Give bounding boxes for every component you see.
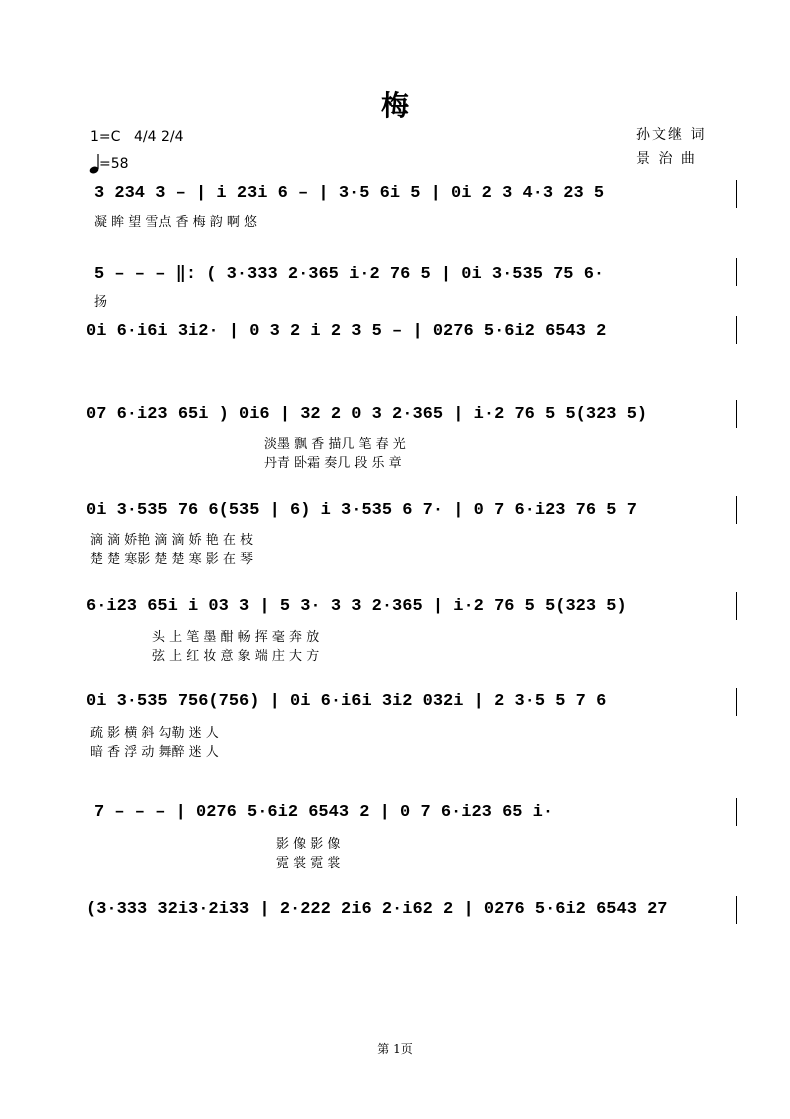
lyrics-line-6b: 弦 上 红 妆 意 象 端 庄 大 方 bbox=[152, 649, 320, 664]
tempo-marking: =58 bbox=[99, 156, 129, 172]
lyrics-line-2: 扬 bbox=[94, 295, 108, 310]
notation-line-8: 7 – – – | 0276 5·6i2 6543 2 | 0 7 6·i23 65 i· bbox=[94, 803, 554, 822]
lyrics-line-5a: 滴 滴 娇艳 滴 滴 娇 艳 在 枝 bbox=[90, 533, 254, 548]
lyrics-line-1: 凝 眸 望 雪点 香 梅 韵 啊 悠 bbox=[94, 215, 258, 230]
lyricist-credit: 孙文继 词 bbox=[636, 127, 707, 143]
time-signatures: 4/4 2/4 bbox=[134, 129, 184, 145]
barline bbox=[736, 688, 737, 716]
notation-line-7: 0i 3·535 756(756) | 0i 6·i6i 3i2 032i | 2 3·5 5 7 6 bbox=[86, 692, 607, 711]
notation-line-2: 5 – – – ‖: ( 3·333 2·365 i·2 76 5 | 0i 3·535 75 6· bbox=[94, 265, 605, 284]
lyrics-line-4b: 丹青 卧霜 奏几 段 乐 章 bbox=[264, 456, 402, 471]
barline bbox=[736, 592, 737, 620]
barline bbox=[736, 316, 737, 344]
notation-line-1: 3 234 3 – | i 23i 6 – | 3·5 6i 5 | 0i 2 3 4·3 23 5 bbox=[94, 184, 605, 203]
notation-line-5: 0i 3·535 76 6(535 | 6) i 3·535 6 7· | 0 7 6·i23 76 5 7 bbox=[86, 501, 637, 520]
lyrics-line-5b: 楚 楚 寒影 楚 楚 寒 影 在 琴 bbox=[90, 552, 254, 567]
key-signature: 1=C bbox=[90, 129, 121, 145]
notation-line-9: (3·333 32i3·2i33 | 2·222 2i6 2·i62 2 | 0276 5·6i2 6543 27 bbox=[86, 900, 668, 919]
composer-credit: 景 治 曲 bbox=[636, 151, 697, 167]
notation-line-4: 07 6·i23 65i ) 0i6 | 32 2 0 3 2·365 | i·2 76 5 5(323 5) bbox=[86, 405, 648, 424]
lyrics-line-8a: 影 像 影 像 bbox=[276, 837, 341, 852]
barline bbox=[736, 180, 737, 208]
notation-line-6: 6·i23 65i i 03 3 | 5 3· 3 3 2·365 | i·2 76 5 5(323 5) bbox=[86, 597, 627, 616]
barline bbox=[736, 496, 737, 524]
lyrics-line-4a: 淡墨 飘 香 描几 笔 春 光 bbox=[264, 437, 406, 452]
barline bbox=[736, 896, 737, 924]
notation-line-3: 0i 6·i6i 3i2· | 0 3 2 i 2 3 5 – | 0276 5·6i2 6543 2 bbox=[86, 322, 607, 341]
barline bbox=[736, 400, 737, 428]
lyrics-line-8b: 霓 裳 霓 裳 bbox=[276, 856, 341, 871]
barline bbox=[736, 258, 737, 286]
barline bbox=[736, 798, 737, 826]
lyrics-line-6a: 头 上 笔 墨 酣 畅 挥 毫 奔 放 bbox=[152, 630, 320, 645]
song-title: 梅 bbox=[380, 89, 409, 122]
lyrics-line-7a: 疏 影 横 斜 勾勒 迷 人 bbox=[90, 726, 219, 741]
page-number: 第 1页 bbox=[377, 1042, 413, 1056]
lyrics-line-7b: 暗 香 浮 动 舞醉 迷 人 bbox=[90, 745, 219, 760]
